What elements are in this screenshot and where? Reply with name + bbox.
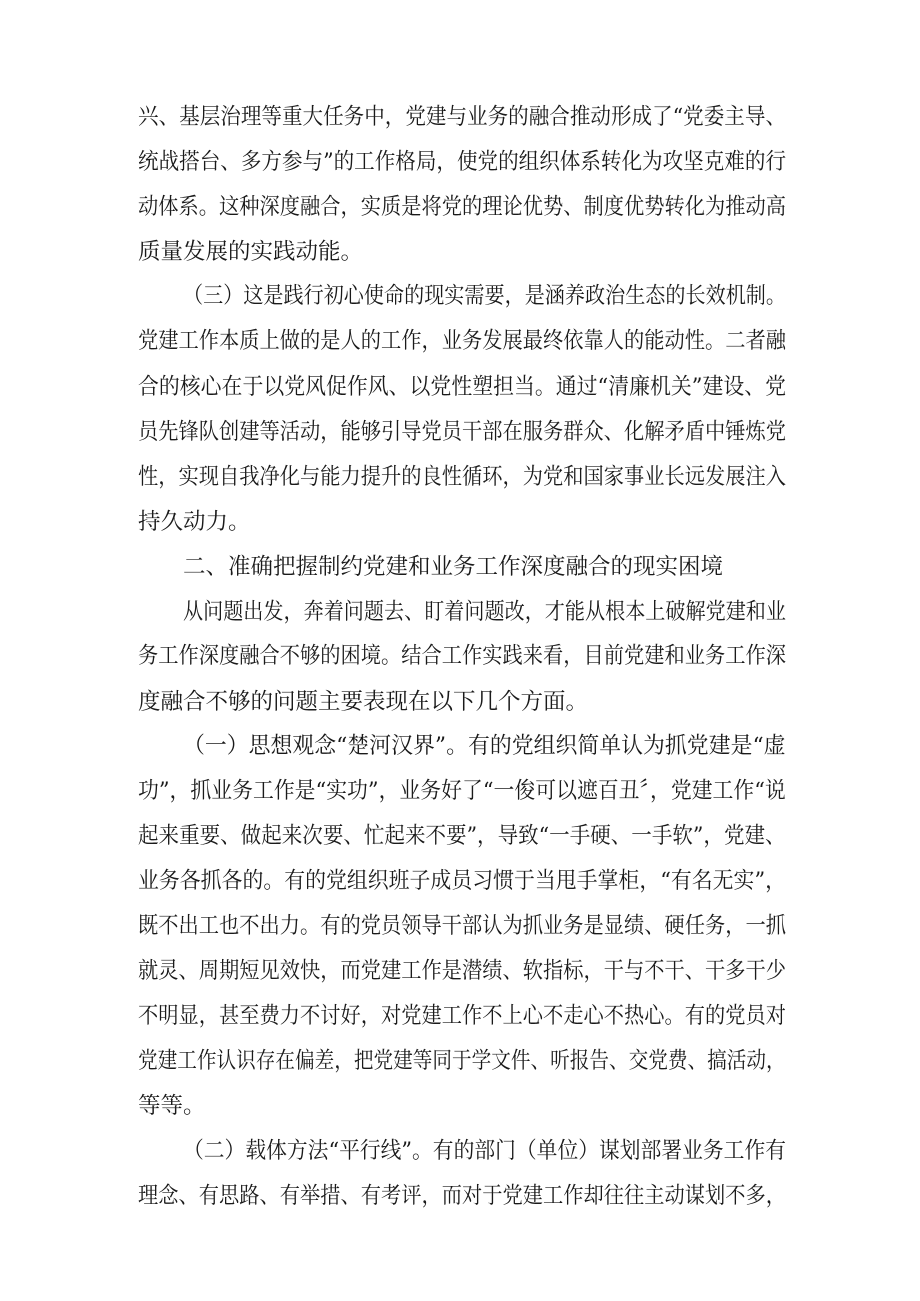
text-line: 功”，抓业务工作是“实功”，业务好了“一俊可以遮百丑〞，党建工作“说 <box>138 778 786 804</box>
text-line: 度融合不够的问题主要表现在以下几个方面。 <box>138 689 589 715</box>
section-heading-1: （一）思想观念“楚河汉界”。有的党组织简单认为抓党建是“虚 <box>183 733 786 759</box>
section-heading-2: （二）载体方法“平行线”。有的部门（单位）谋划部署业务工作有 <box>183 1138 787 1164</box>
text-line: 质量发展的实践动能。 <box>138 239 364 265</box>
text-line: 统战搭台、多方参与”的工作格局，使党的组织体系转化为攻坚克难的行 <box>138 149 787 175</box>
text-line: 起来重要、做起来次要、忙起来不要”，导致“一手硬、一手软”，党建、 <box>138 823 786 849</box>
text-line: 党建工作认识存在偏差，把党建等同于学文件、听报告、交党费、搞活动， <box>138 1048 786 1074</box>
text-line: 性，实现自我净化与能力提升的良性循环，为党和国家事业长远发展注入 <box>138 464 787 490</box>
text-line: 就灵、周期短见效快，而党建工作是潜绩、软指标，干与不干、干多干少 <box>138 958 787 984</box>
text-line: 务工作深度融合不够的困境。结合工作实践来看，目前党建和业务工作深 <box>138 643 787 669</box>
text-line: 从问题出发，奔着问题去、盯着问题改，才能从根本上破解党建和业 <box>183 599 787 625</box>
text-line: 员先锋队创建等活动，能够引导党员干部在服务群众、化解矛盾中锤炼党 <box>138 419 787 445</box>
text-line: 既不出工也不出力。有的党员领导干部认为抓业务是显绩、硬任务，一抓 <box>138 913 787 939</box>
chapter-heading-2: 二、准确把握制约党建和业务工作深度融合的现实困境 <box>183 554 724 580</box>
text-line: 动体系。这种深度融合，实质是将党的理论优势、制度优势转化为推动高 <box>138 194 787 220</box>
text-line: 理念、有思路、有举措、有考评，而对于党建工作却往往主动谋划不多， <box>138 1183 787 1209</box>
text-line: 等等。 <box>138 1093 206 1119</box>
text-line: 兴、基层治理等重大任务中，党建与业务的融合推动形成了“党委主导、 <box>138 104 787 130</box>
section-heading-3: （三）这是践行初心使命的现实需要，是涵养政治生态的长效机制。 <box>183 283 787 309</box>
text-line: 持久动力。 <box>138 509 251 535</box>
text-line: 不明显，甚至费力不讨好，对党建工作不上心不走心不热心。有的党员对 <box>138 1003 787 1029</box>
text-line: 业务各抓各的。有的党组织班子成员习惯于当甩手掌柜，“有名无实”， <box>138 868 787 894</box>
text-line: 党建工作本质上做的是人的工作，业务发展最终依靠人的能动性。二者融 <box>138 328 787 354</box>
text-line: 合的核心在于以党风促作风、以党性塑担当。通过“清廉机关”建设、党 <box>138 374 787 400</box>
